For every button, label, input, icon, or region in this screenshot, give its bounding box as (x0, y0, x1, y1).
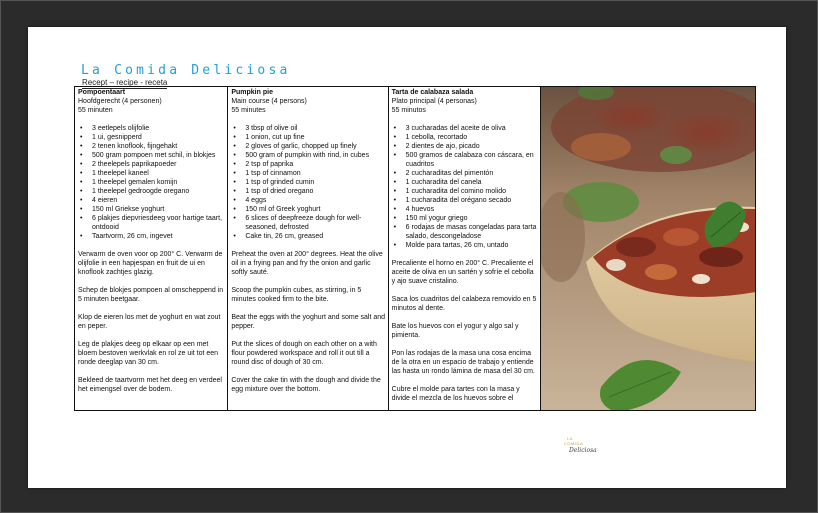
document-page (28, 27, 786, 488)
ingredient-list (78, 124, 225, 241)
ingredient-item: • Cake tin, 26 cm, greased (245, 232, 385, 241)
ingredient-item: • 1 ui, gesnipperd (92, 133, 225, 142)
ingredient-item: • 1 tsp of dried oregano (245, 187, 385, 196)
ingredient-item: • 1 cucharadita del orégano secado (406, 196, 538, 205)
logo-line-la: LA (567, 436, 573, 441)
ingredient-item: • 1 cebolla, recortado (406, 133, 538, 142)
logo-line-comida: COMIDA (564, 441, 583, 446)
recipe-step: Leg de plakjes deeg op elkaar op een met bloem bestoven werkvlak en rol ze uit tot een ronde deeglap van 30 cm. (78, 341, 219, 366)
ingredient-item: • 2 tsp of paprika (245, 160, 385, 169)
ingredient-item: • 1 tsp of grinded cumin (245, 178, 385, 187)
ingredient-item: • 6 plakjes diepvriesdeeg voor hartige taart, ontdooid (92, 214, 225, 232)
ingredient-item: • 500 gramos de calabaza con cáscara, en cuadritos (406, 151, 538, 169)
recipe-time: 55 minutes (231, 107, 266, 114)
ingredient-item: • 500 gram of pumpkin with rind, in cubes (245, 151, 385, 160)
ingredient-item: • 3 cucharadas del aceite de oliva (406, 124, 538, 133)
recipe-table (74, 86, 541, 411)
recipe-title: Tarta de calabaza salada (391, 89, 474, 96)
ingredient-item: • 1 onion, cut up fine (245, 133, 385, 142)
recipe-time: 55 minuten (78, 107, 113, 114)
ingredient-item: • 4 huevos (406, 205, 538, 214)
recipe-step: Verwarm de oven voor op 200° C. Verwarm de olijfolie in een hapjespan en fruit de ui en knoflook zachtjes glazig. (78, 251, 223, 276)
recipe-step: Schep de blokjes pompoen al omscheppend in 5 minuten beetgaar. (78, 287, 224, 303)
ingredient-item: • 1 tsp of cinnamon (245, 169, 385, 178)
ingredient-item: • 150 ml yogur griego (406, 214, 538, 223)
recipe-step: Pon las rodajas de la masa una cosa encima de la otra en un espacio de trabajo y entiende las hasta un rondo lámina de masa del 30 cm. (391, 350, 535, 375)
recipe-step: Bekleed de taartvorm met het deeg en verdeel het eimengsel over de bodem. (78, 377, 222, 393)
ingredient-item: • 2 tenen knoflook, fijngehakt (92, 142, 225, 151)
brand-title: La Comida Deliciosa (81, 63, 291, 78)
recipe-step: Beat the eggs with the yoghurt and some salt and pepper. (231, 314, 386, 330)
recipe-column-dutch (75, 87, 227, 410)
ingredient-item: • 2 dientes de ajo, picado (406, 142, 538, 151)
recipe-step: Cubre el molde para tartes con la masa y divide el mezcla de los huevos sobre el (391, 386, 520, 402)
ingredient-item: • 3 eetlepels olijfolie (92, 124, 225, 133)
ingredient-item: • 150 ml of Greek yoghurt (245, 205, 385, 214)
recipe-time: 55 minutos (391, 107, 426, 114)
recipe-step: Saca los cuadritos del calabeza removido en 5 minutos al dente. (391, 296, 537, 312)
ingredient-item: • 2 cucharaditas del pimentón (406, 169, 538, 178)
ingredient-item: • 4 eggs (245, 196, 385, 205)
recipe-column-spanish (388, 87, 540, 410)
recipe-step: Cover the cake tin with the dough and divide the egg mixture over the bottom. (231, 377, 381, 393)
ingredient-list (231, 124, 385, 241)
recipe-column-english (227, 87, 387, 410)
logo-line-deliciosa: Deliciosa (569, 447, 597, 454)
ingredient-item: • Molde para tartas, 26 cm, untado (406, 241, 538, 250)
ingredient-item: • 500 gram pompoen met schil, in blokjes (92, 151, 225, 160)
document-subtitle: Recept – recipe - receta (82, 78, 168, 87)
recipe-step: Scoop the pumpkin cubes, as stirring, in 5 minutes cooked firm to the bite. (231, 287, 362, 303)
ingredient-list (392, 124, 538, 250)
recipe-course: Plato principal (4 personas) (391, 98, 477, 105)
pumpkin-tart-photo (541, 86, 756, 411)
recipe-course: Hoofdgerecht (4 personen) (78, 98, 162, 105)
ingredient-item: • Taartvorm, 26 cm, ingevet (92, 232, 225, 241)
recipe-step: Klop de eieren los met de yoghurt en wat zout en peper. (78, 314, 221, 330)
ingredient-item: • 1 theelepel kaneel (92, 169, 225, 178)
ingredient-item: • 6 rodajas de masas congeladas para tarta salado, descongeladose (406, 223, 538, 241)
recipe-step: Preheat the oven at 200° degrees. Heat the olive oil in a frying pan and fry the onion and garlic softly sauté. (231, 251, 383, 276)
ingredient-item: • 1 cucharadita del comino molido (406, 187, 538, 196)
recipe-step: Put the slices of dough on each other on a with flour powdered workspace and roll it out till a round disc of dough of 30 cm. (231, 341, 377, 366)
ingredient-item: • 1 theelepel gedroogde oregano (92, 187, 225, 196)
ingredient-item: • 1 cucharadita del canela (406, 178, 538, 187)
footer-logo (560, 436, 620, 466)
ingredient-item: • 3 tbsp of olive oil (245, 124, 385, 133)
recipe-title: Pumpkin pie (231, 89, 273, 96)
ingredient-item: • 1 theelepel gemalen komijn (92, 178, 225, 187)
ingredient-item: • 150 ml Griekse yoghurt (92, 205, 225, 214)
recipe-step: Bate los huevos con el yogur y algo sal y pimienta. (391, 323, 519, 339)
recipe-step: Precaliente el horno en 200° C. Precaliente el aceite de oliva en un sartén y sofríe el cebolla y ajo suave cristalino. (391, 260, 534, 285)
ingredient-item: • 4 eieren (92, 196, 225, 205)
recipe-title: Pompoentaart (78, 89, 126, 96)
ingredient-item: • 2 theelepels paprikapoeder (92, 160, 225, 169)
ingredient-item: • 6 slices of deepfreeze dough for well-seasoned, defrosted (245, 214, 385, 232)
ingredient-item: • 2 gloves of garlic, chopped up finely (245, 142, 385, 151)
recipe-course: Main course (4 persons) (231, 98, 307, 105)
